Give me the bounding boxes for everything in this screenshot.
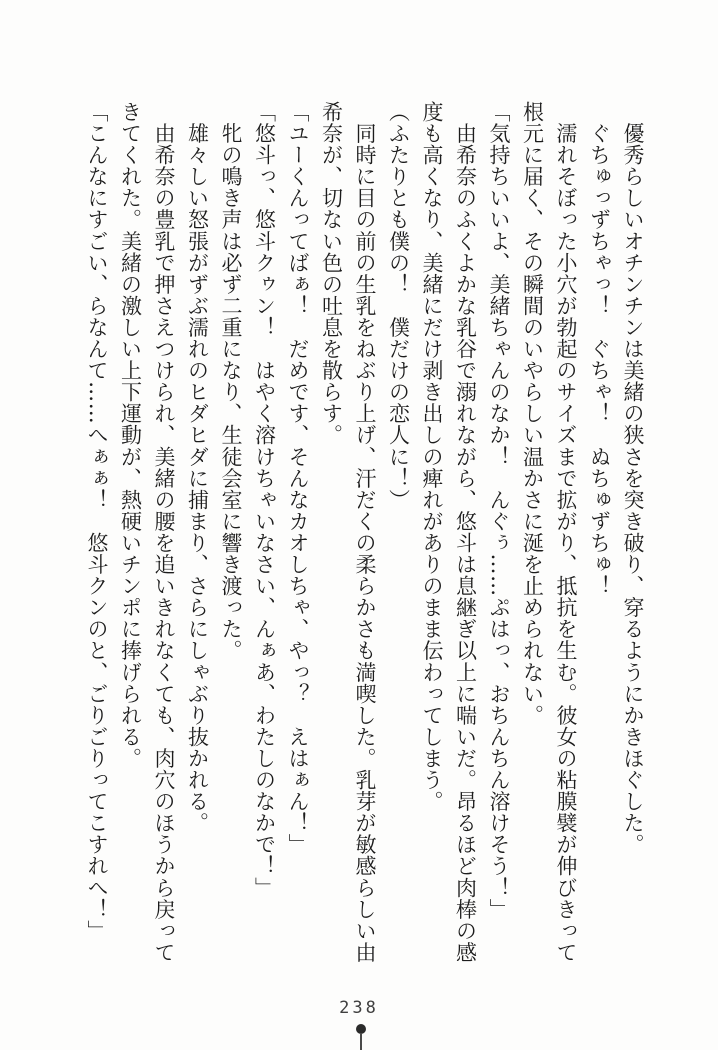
- text-line: 由希奈のふくよかな乳谷で溺れながら、悠斗は息継ぎ以上に喘いだ。昂るほど肉棒の感: [453, 101, 478, 963]
- text-line: 希奈が、切ない色の吐息を散らす。: [319, 101, 344, 446]
- text-line: 「気持ちいいよ、美緒ちゃんのなか！ んぐぅ……ぷはっ、おちんちん溶けそう！」: [487, 101, 511, 920]
- page-number: 238: [339, 998, 379, 1018]
- text-line: 牝の鳴き声は必ず二重になり、生徒会室に響き渡った。: [219, 101, 243, 662]
- text-line: 優秀らしいオチンチンは美緒の狭さを突き破り、穿るようにかきほぐした。: [621, 101, 645, 856]
- text-line: 度も高くなり、美緒にだけ剥き出しの痺れがありのまま伝わってしまう。: [420, 101, 444, 813]
- text-line: 「こんなにすごい、らなんて……へぁぁ！ 悠斗クンのと、ごりごりってこすれへ！」: [85, 101, 109, 942]
- text-line: 雄々しい怒張がずぶ濡れのヒダヒダに捕まり、さらにしゃぶり抜かれる。: [185, 101, 210, 834]
- text-line: 由希奈の豊乳で押さえつけられ、美緒の腰を追いきれなくても、肉穴のほうから戻って: [152, 101, 176, 963]
- text-line: （ふたりとも僕の！ 僕だけの恋人に！）: [386, 101, 411, 511]
- text-line: 「悠斗っ、悠斗クゥン！ はやく溶けちゃいなさい、んぁあ、わたしのなかで！」: [252, 101, 277, 899]
- vertical-text-block: [80, 101, 650, 965]
- text-line: きてくれた。美緒の激しい上下運動が、熱硬いチンポに捧げられる。: [118, 101, 143, 770]
- dot-ornament-stem: [360, 1033, 362, 1050]
- text-line: 同時に目の前の生乳をねぶり上げ、汗だくの柔らかさも満喫した。乳芽が敏感らしい由: [353, 101, 377, 963]
- text-line: ぐちゅっずちゃっ！ ぐちゃ！ ぬちゅずちゅ！: [587, 101, 612, 597]
- text-line: 「ユーくんってばぁ！ だめです、そんなカオしちゃ、やっ？ えはぁん！」: [286, 101, 310, 856]
- text-line: 濡れそぼった小穴が勃起のサイズまで拡がり、抵抗を生む。彼女の粘膜襞が伸びきって: [554, 101, 578, 963]
- text-line: 根元に届く、その瞬間のいやらしい温かさに涎を止められない。: [520, 101, 545, 726]
